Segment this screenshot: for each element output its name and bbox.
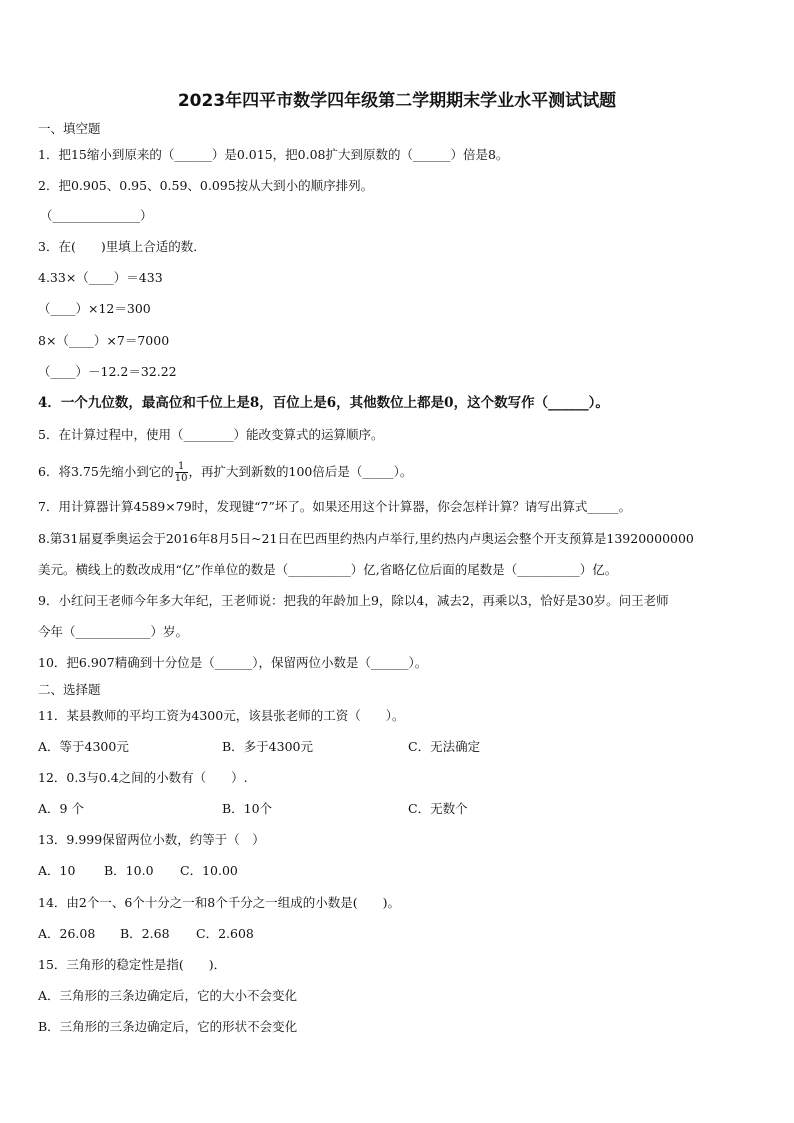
- question-5: 5．在计算过程中，使用（________）能改变算式的运算顺序。: [38, 427, 384, 442]
- question-6-text-before: 6．将3.75先缩小到它的: [38, 464, 174, 479]
- page-title: 2023年四平市数学四年级第二学期期末学业水平测试试题: [177, 91, 617, 111]
- question-12-option-a: A．9 个: [38, 801, 84, 816]
- question-2-answer-blank: （______________）: [40, 208, 153, 223]
- question-3-item-b: （____）×12＝300: [38, 301, 151, 316]
- fraction-one-tenth: [175, 461, 188, 484]
- question-2: 2．把0.905、0.95、0.59、0.095按从大到小的顺序排列。: [38, 178, 374, 193]
- question-3-item-a: 4.33×（____）＝433: [38, 270, 163, 285]
- question-14-option-c: C．2.608: [196, 926, 254, 941]
- question-3-item-c: 8×（____）×7＝7000: [38, 333, 170, 348]
- question-13-option-a: A．10: [38, 863, 76, 878]
- question-10: 10．把6.907精确到十分位是（______），保留两位小数是（______）。: [38, 655, 428, 670]
- question-9-line-2: 今年（____________）岁。: [38, 624, 189, 639]
- section-heading-multiple-choice: 二、选择题: [38, 682, 101, 697]
- question-11-option-c: C．无法确定: [408, 739, 481, 754]
- question-13: 13．9.999保留两位小数，约等于（ ）: [38, 832, 265, 847]
- question-8-line-2: 美元。横线上的数改成用“亿”作单位的数是（__________）亿,省略亿位后面的尾数是（__________）亿。: [38, 562, 618, 577]
- question-13-option-c: C．10.00: [180, 863, 238, 878]
- question-15: 15．三角形的稳定性是指( )．: [38, 957, 227, 972]
- question-3-item-d: （____）－12.2＝32.22: [38, 364, 177, 379]
- question-15-option-a: A．三角形的三条边确定后，它的大小不会变化: [38, 988, 298, 1003]
- question-1: 1．把15缩小到原来的（______）是0.015，把0.08扩大到原数的（______）倍是8。: [38, 147, 509, 162]
- question-6-text-after: ，再扩大到新数的100倍后是（_____）。: [188, 464, 413, 479]
- question-12-option-b: B．10个: [222, 801, 273, 816]
- question-6: [38, 461, 412, 484]
- section-heading-fill-blank: 一、填空题: [38, 121, 101, 136]
- question-11: 11．某县教师的平均工资为4300元，该县张老师的工资（ ）。: [38, 708, 405, 723]
- question-13-option-b: B．10.0: [104, 863, 154, 878]
- question-15-option-b: B．三角形的三条边确定后，它的形状不会变化: [38, 1019, 298, 1034]
- question-9-line-1: 9．小红问王老师今年多大年纪，王老师说：把我的年龄加上9，除以4，减去2，再乘以3，恰好是30岁。问王老师: [38, 593, 669, 608]
- question-11-option-a: A．等于4300元: [38, 739, 129, 754]
- fraction-denominator: 10: [174, 473, 188, 484]
- question-4: 4．一个九位数，最高位和千位上是8，百位上是6，其他数位上都是0，这个数写作（______）。: [38, 395, 609, 411]
- question-14: 14．由2个一、6个十分之一和8个千分之一组成的小数是( )。: [38, 895, 401, 910]
- question-14-option-b: B．2.68: [120, 926, 170, 941]
- question-7: 7．用计算器计算4589×79时，发现键“7”坏了。如果还用这个计算器，你会怎样计算？请写出算式_____。: [38, 499, 632, 514]
- question-8-line-1: 8.第31届夏季奥运会于2016年8月5日~21日在巴西里约热内卢举行,里约热内卢奥运会整个开支预算是13920000000: [38, 531, 694, 546]
- question-11-option-b: B．多于4300元: [222, 739, 313, 754]
- fraction-numerator: 1: [175, 461, 188, 473]
- question-12-option-c: C．无数个: [408, 801, 468, 816]
- question-3: 3．在( )里填上合适的数．: [38, 239, 206, 254]
- question-12: 12．0.3与0.4之间的小数有（ ）.: [38, 770, 248, 785]
- question-14-option-a: A．26.08: [38, 926, 96, 941]
